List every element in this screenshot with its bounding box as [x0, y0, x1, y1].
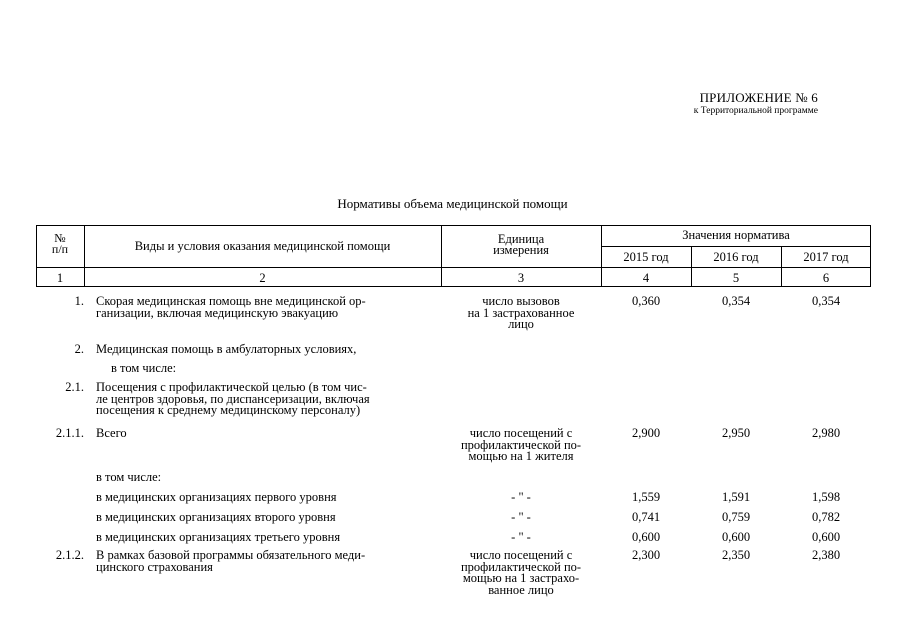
value-2015: 2,900 [631, 426, 661, 440]
appendix-title: ПРИЛОЖЕНИЕ № 6 [699, 90, 818, 105]
row-number: 2.1.1. [55, 426, 84, 440]
row-text: в медицинских организациях третьего уровня [96, 530, 341, 544]
value-2017: 0,600 [811, 530, 841, 544]
row-unit: - " - [511, 510, 531, 524]
document-title: Нормативы объема медицинской помощи [337, 196, 568, 211]
value-2017: 0,354 [811, 294, 841, 308]
value-2015: 1,559 [631, 490, 661, 504]
value-2016: 0,600 [721, 530, 751, 544]
row-text: в том числе: [96, 470, 162, 484]
header-num: № п/п [51, 231, 69, 256]
value-2016: 0,759 [721, 510, 751, 524]
row-text: Всего [96, 426, 127, 440]
row-number: 2. [74, 342, 84, 356]
row-number: 1. [74, 294, 84, 308]
row-text: Медицинская помощь в амбулаторных условиях, [96, 342, 357, 356]
header-year-2017: 2017 год [803, 250, 849, 264]
row-unit: число посещений с профилактической по- мощью на 1 застрахо- ванное лицо [460, 548, 582, 597]
header-year-2016: 2016 год [713, 250, 759, 264]
header-year-2015: 2015 год [623, 250, 669, 264]
col-number-6: 6 [822, 271, 830, 285]
value-2016: 0,354 [721, 294, 751, 308]
value-2015: 0,360 [631, 294, 661, 308]
value-2017: 2,380 [811, 548, 841, 562]
col-number-5: 5 [732, 271, 740, 285]
value-2016: 2,350 [721, 548, 751, 562]
value-2016: 2,950 [721, 426, 751, 440]
table-header [36, 225, 871, 288]
value-2017: 1,598 [811, 490, 841, 504]
row-unit: - " - [511, 490, 531, 504]
row-text: в медицинских организациях второго уровня [96, 510, 336, 524]
value-2015: 0,600 [631, 530, 661, 544]
header-values-group: Значения норматива [682, 228, 790, 242]
header-unit: Единица измерения [493, 232, 549, 257]
header-type: Виды и условия оказания медицинской помощи [134, 239, 391, 253]
row-unit: число вызовов на 1 застрахованное лицо [467, 294, 575, 331]
row-text: в медицинских организациях первого уровня [96, 490, 337, 504]
value-2015: 0,741 [631, 510, 661, 524]
value-2017: 2,980 [811, 426, 841, 440]
row-unit: число посещений с профилактической по- мощью на 1 жителя [460, 426, 582, 463]
col-number-3: 3 [517, 271, 525, 285]
row-number: 2.1. [65, 380, 84, 394]
col-number-2: 2 [259, 271, 266, 285]
row-number: 2.1.2. [55, 548, 84, 562]
row-text: В рамках базовой программы обязательного меди- цинского страхования [96, 548, 366, 574]
row-text: Посещения с профилактической целью (в том чис- ле центров здоровья, по диспансеризации, включая посещения к среднему медицинскому персоналу) [96, 380, 370, 417]
col-number-1: 1 [56, 271, 64, 285]
value-2016: 1,591 [721, 490, 751, 504]
col-number-4: 4 [642, 271, 650, 285]
row-unit: - " - [511, 530, 531, 544]
appendix-subtitle: к Территориальной программе [693, 106, 818, 116]
value-2015: 2,300 [631, 548, 661, 562]
appendix-header [694, 90, 818, 116]
row-text: Скорая медицинская помощь вне медицинской ор- ганизации, включая медицинскую эвакуацию [96, 294, 366, 320]
row-text: в том числе: [111, 361, 177, 375]
value-2017: 0,782 [811, 510, 841, 524]
